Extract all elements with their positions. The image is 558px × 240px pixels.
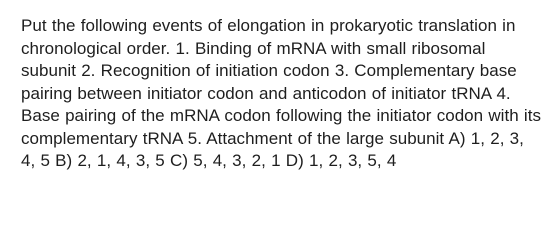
question-text: Put the following events of elongation in prokaryotic translation in chronological order. 1. Binding of mRNA with small ribosomal subunit 2. Recognition of initiation codon 3. Complementary base pairing between initiator codon and anticodon of initiator tRNA 4. Base pairing of the mRNA codon following the initiator codon with its complementary tRNA 5. Attachment of the large subunit A) 1, 2, 3, 4, 5 B) 2, 1, 4, 3, 5 C) 5, 4, 3, 2, 1 D) 1, 2, 3, 5, 4	[21, 16, 541, 170]
